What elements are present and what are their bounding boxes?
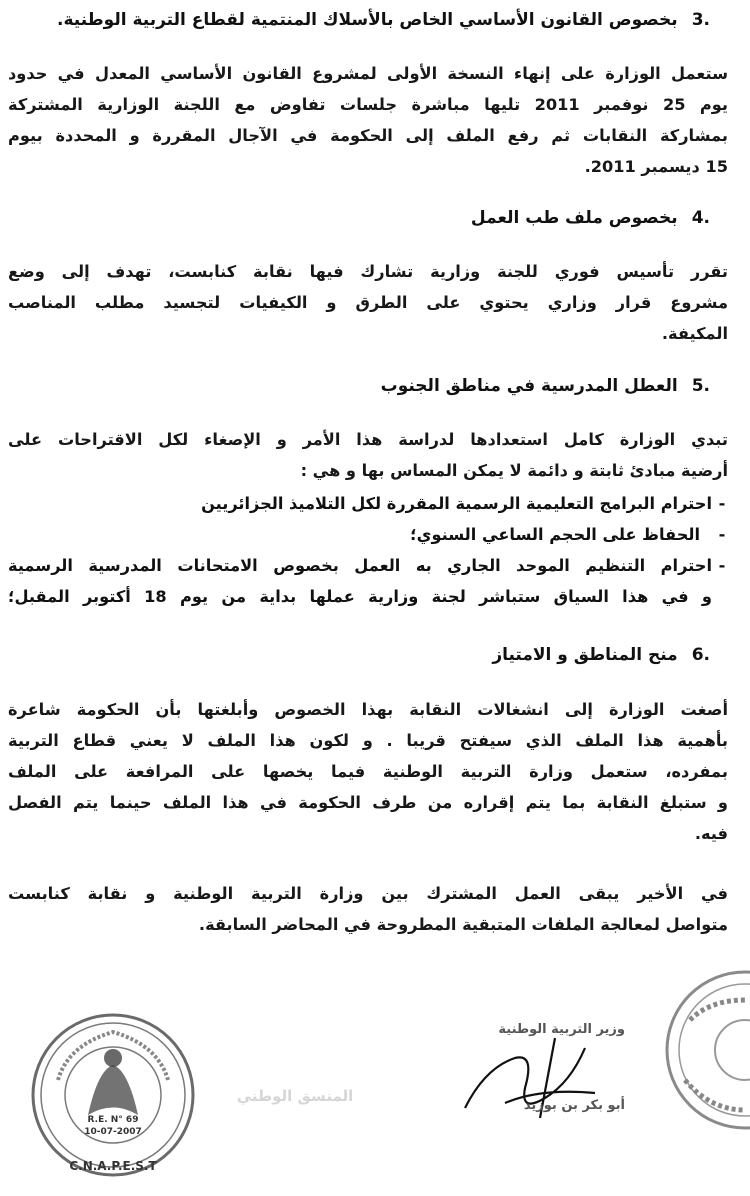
- paragraph-line: ستعمل الوزارة على إنهاء النسخة الأولى لمشروع القانون الأساسي المعدل في حدود: [8, 64, 728, 83]
- closing-paragraph: [8, 878, 728, 940]
- bullet-item-continuation: [8, 581, 732, 612]
- section-5-heading: [381, 376, 710, 396]
- paragraph-line: مشروع قرار وزاري يحتوي على الطرق و الكيفيات لتجسيد مطلب المناصب: [8, 293, 728, 312]
- bullet-dash: -: [718, 556, 726, 575]
- paragraph-line: 15 ديسمبر 2011.: [584, 157, 728, 176]
- paragraph-line: بمفرده، ستعمل وزارة التربية الوطنية فيما يخصها على المرافعة على الملف: [8, 762, 728, 781]
- section-4-paragraph: [8, 256, 728, 349]
- section-6-paragraph: [8, 694, 728, 849]
- ministry-stamp: [650, 960, 750, 1140]
- bullet-item: [8, 519, 732, 550]
- section-number: .5: [691, 376, 710, 396]
- section-6-heading: [492, 645, 710, 665]
- paragraph-line: فيه.: [694, 824, 728, 843]
- bullet-dash: -: [718, 525, 726, 544]
- faded-coordinator-block: [200, 1078, 390, 1114]
- section-5-bullets: [8, 488, 732, 612]
- stamp-acronym: C.N.A.P.E.S.T: [69, 1159, 157, 1173]
- handwritten-signature-icon: [445, 1028, 625, 1128]
- bullet-dash: -: [718, 494, 726, 513]
- paragraph-line: في الأخير يبقى العمل المشترك بين وزارة التربية الوطنية و نقابة كنابست: [8, 884, 728, 903]
- bullet-text: و في هذا السياق ستباشر لجنة وزارية عملها بداية من يوم 18 أكتوبر المقبل؛: [8, 587, 712, 606]
- section-title: بخصوص ملف طب العمل: [470, 208, 678, 228]
- signature-block: [445, 1010, 625, 1140]
- paragraph-line: المكيفة.: [661, 324, 728, 343]
- paragraph-line: تقرر تأسيس فوري للجنة وزارية تشارك فيها نقابة كنابست، تهدف إلى وضع: [8, 262, 728, 281]
- bullet-text: احترام البرامج التعليمية الرسمية المقررة لكل التلاميذ الجزائريين: [201, 494, 712, 513]
- paragraph-line: و ستبلغ النقابة بما يتم إقراره من طرف الحكومة في هذا الملف حينما يتم الفصل: [8, 793, 728, 812]
- section-title: منح المناطق و الامتياز: [492, 645, 678, 665]
- bullet-item: [8, 550, 732, 581]
- signature-name: أبو بكر بن بوزيد: [523, 1098, 625, 1113]
- bullet-text: الحفاظ على الحجم الساعي السنوي؛: [410, 525, 700, 544]
- paragraph-line: بمشاركة النقابات ثم رفع الملف إلى الحكومة في الآجال المقررة و المحددة بيوم: [8, 126, 728, 145]
- bullet-item: [8, 488, 732, 519]
- section-4-heading: [471, 208, 710, 228]
- signature-title: وزير التربية الوطنية: [498, 1022, 625, 1037]
- paragraph-line: بأهمية هذا الملف الذي سيفتح قريبا . و لكون هذا الملف لا يعني قطاع التربية: [8, 731, 728, 750]
- paragraph-line: يوم 25 نوفمبر 2011 تليها مباشرة جلسات تفاوض مع اللجنة الوزارية المشتركة: [8, 95, 728, 114]
- section-number: .6: [691, 645, 710, 665]
- section-3-paragraph: [8, 58, 728, 182]
- union-stamp: [28, 1010, 198, 1180]
- section-3-heading: [57, 10, 710, 30]
- paragraph-line: أرضية مبادئ ثابتة و دائمة لا يمكن المساس بها و هي :: [300, 461, 728, 480]
- section-number: .4: [691, 208, 710, 228]
- paragraph-line: أصغت الوزارة إلى انشغالات النقابة بهذا الخصوص وأبلغتها بأن الحكومة شاعرة: [8, 700, 728, 719]
- paragraph-line: تبدي الوزارة كامل استعدادها لدراسة هذا الأمر و الإصغاء لكل الاقتراحات على: [8, 430, 728, 449]
- paragraph-line: متواصل لمعالجة الملفات المتبقية المطروحة في المحاضر السابقة.: [198, 915, 728, 934]
- section-5-paragraph: [8, 424, 728, 486]
- bullet-text: احترام التنظيم الموحد الجاري به العمل بخصوص الامتحانات المدرسية الرسمية: [8, 556, 712, 575]
- stamp-reg-number: R.E. N° 69: [87, 1115, 139, 1125]
- section-title: بخصوص القانون الأساسي الخاص بالأسلاك المنتمية لقطاع التربية الوطنية.: [57, 10, 678, 30]
- section-number: .3: [691, 10, 710, 30]
- stamp-emblem-icon: [88, 1065, 138, 1115]
- stamp-reg-date: 10-07-2007: [84, 1127, 142, 1137]
- faded-line: المنسق الوطني: [236, 1087, 354, 1105]
- section-title: العطل المدرسية في مناطق الجنوب: [380, 376, 678, 396]
